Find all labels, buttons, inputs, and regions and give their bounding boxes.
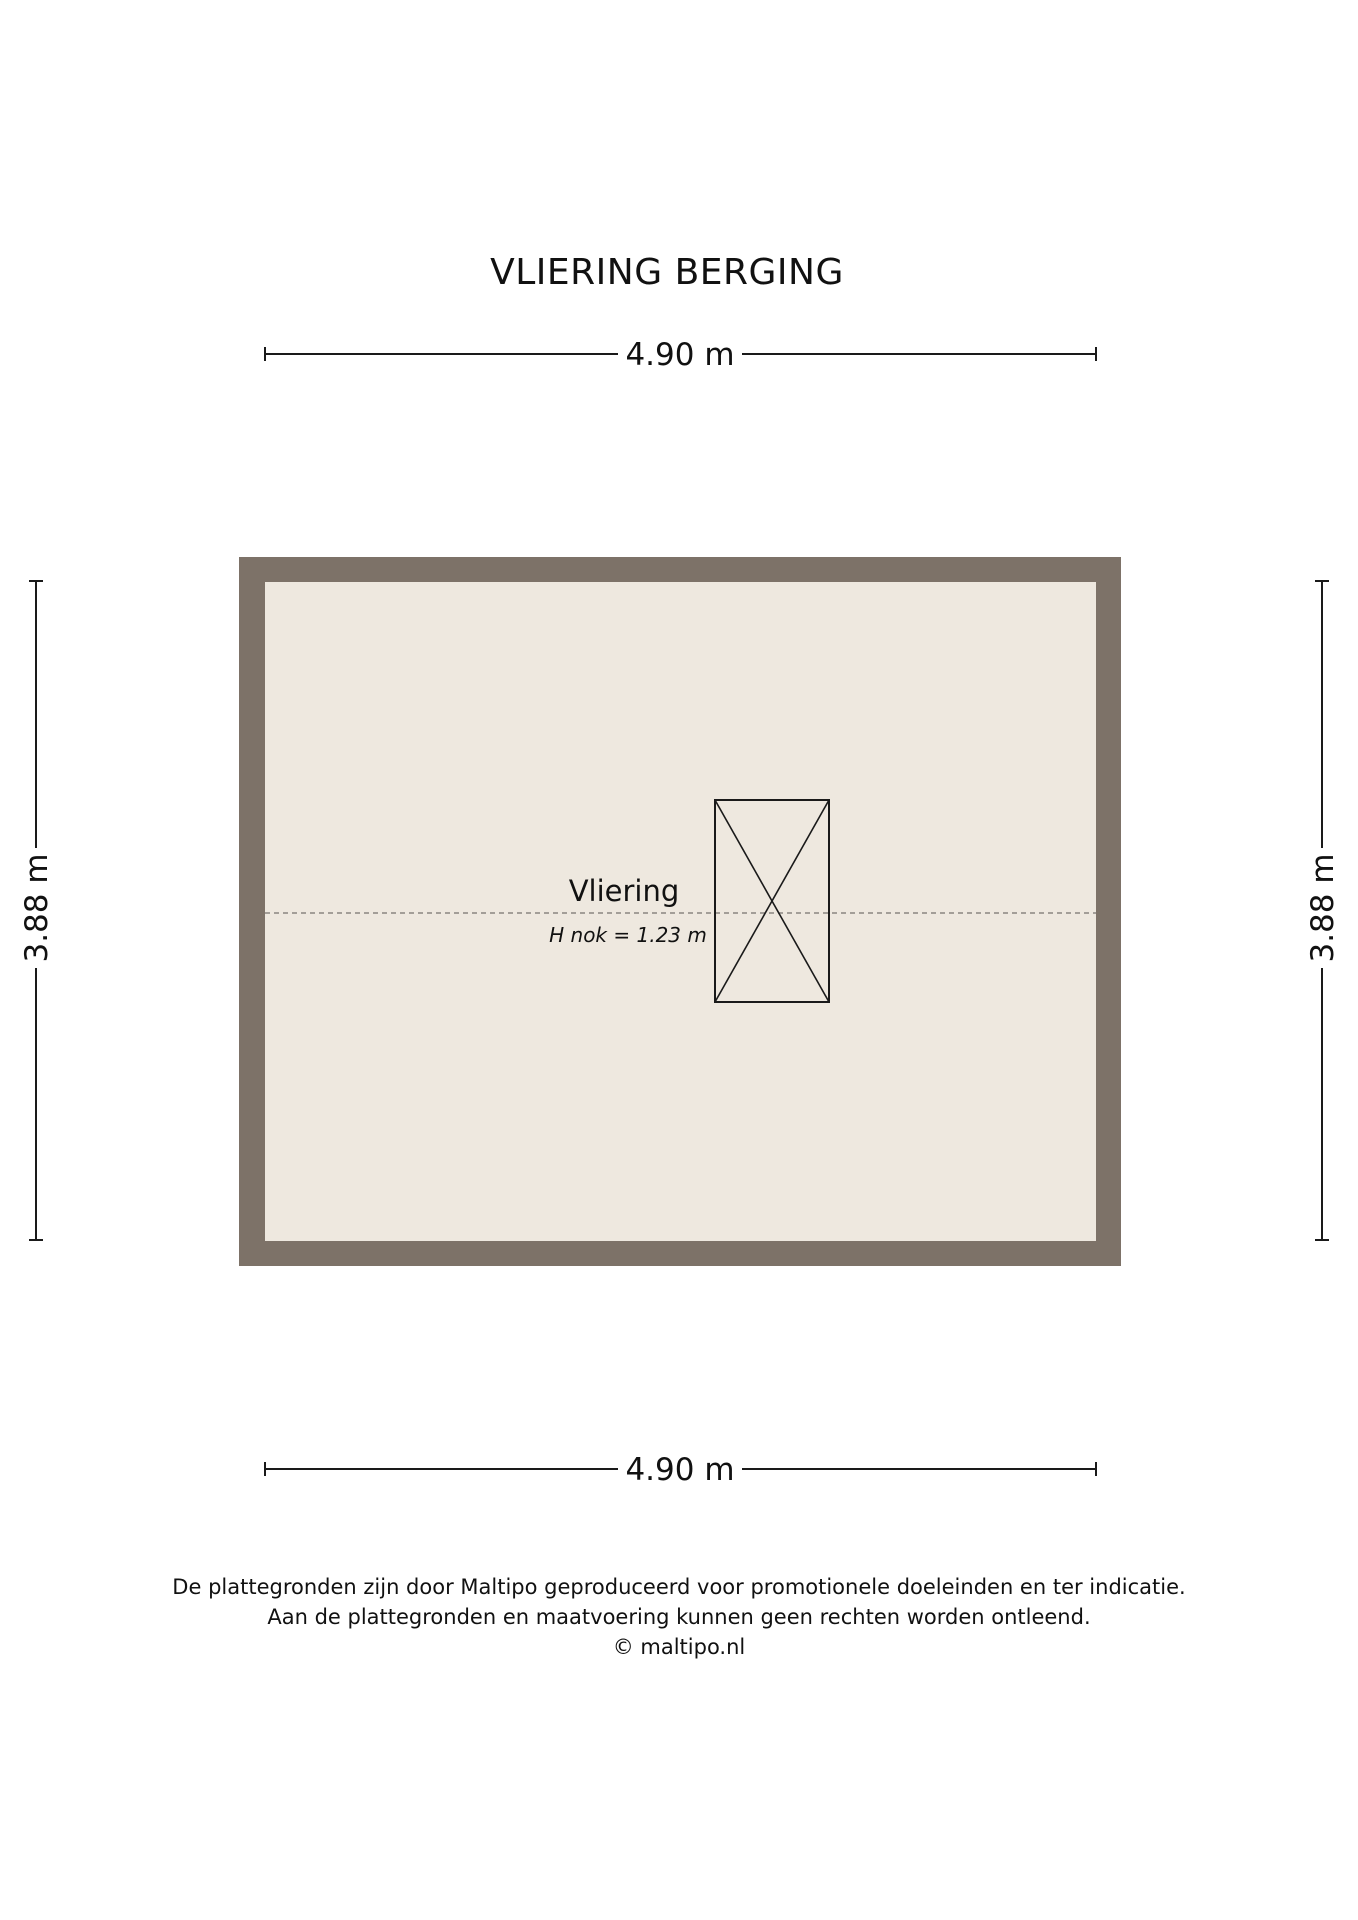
disclaimer-copyright: © maltipo.nl <box>612 1635 746 1659</box>
left-dimension-label: 3.88 m <box>19 853 55 963</box>
left-dimension <box>19 581 55 1240</box>
plan-title: VLIERING BERGING <box>490 252 844 293</box>
bottom-dimension <box>265 1452 1096 1488</box>
bottom-dimension-label: 4.90 m <box>625 1452 735 1488</box>
room-floor <box>265 582 1096 1241</box>
top-dimension-label: 4.90 m <box>625 337 735 373</box>
top-dimension <box>265 337 1096 373</box>
disclaimer-line-2: Aan de plattegronden en maatvoering kunnen geen rechten worden ontleend. <box>267 1605 1091 1629</box>
room-name: Vliering <box>568 874 680 908</box>
disclaimer <box>0 1572 1358 1662</box>
room-ridge-height: H nok = 1.23 m <box>549 923 707 947</box>
right-dimension <box>1305 581 1341 1240</box>
right-dimension-label: 3.88 m <box>1305 853 1341 963</box>
disclaimer-line-1: De plattegronden zijn door Maltipo geproduceerd voor promotionele doeleinden en ter indicatie. <box>172 1575 1186 1599</box>
